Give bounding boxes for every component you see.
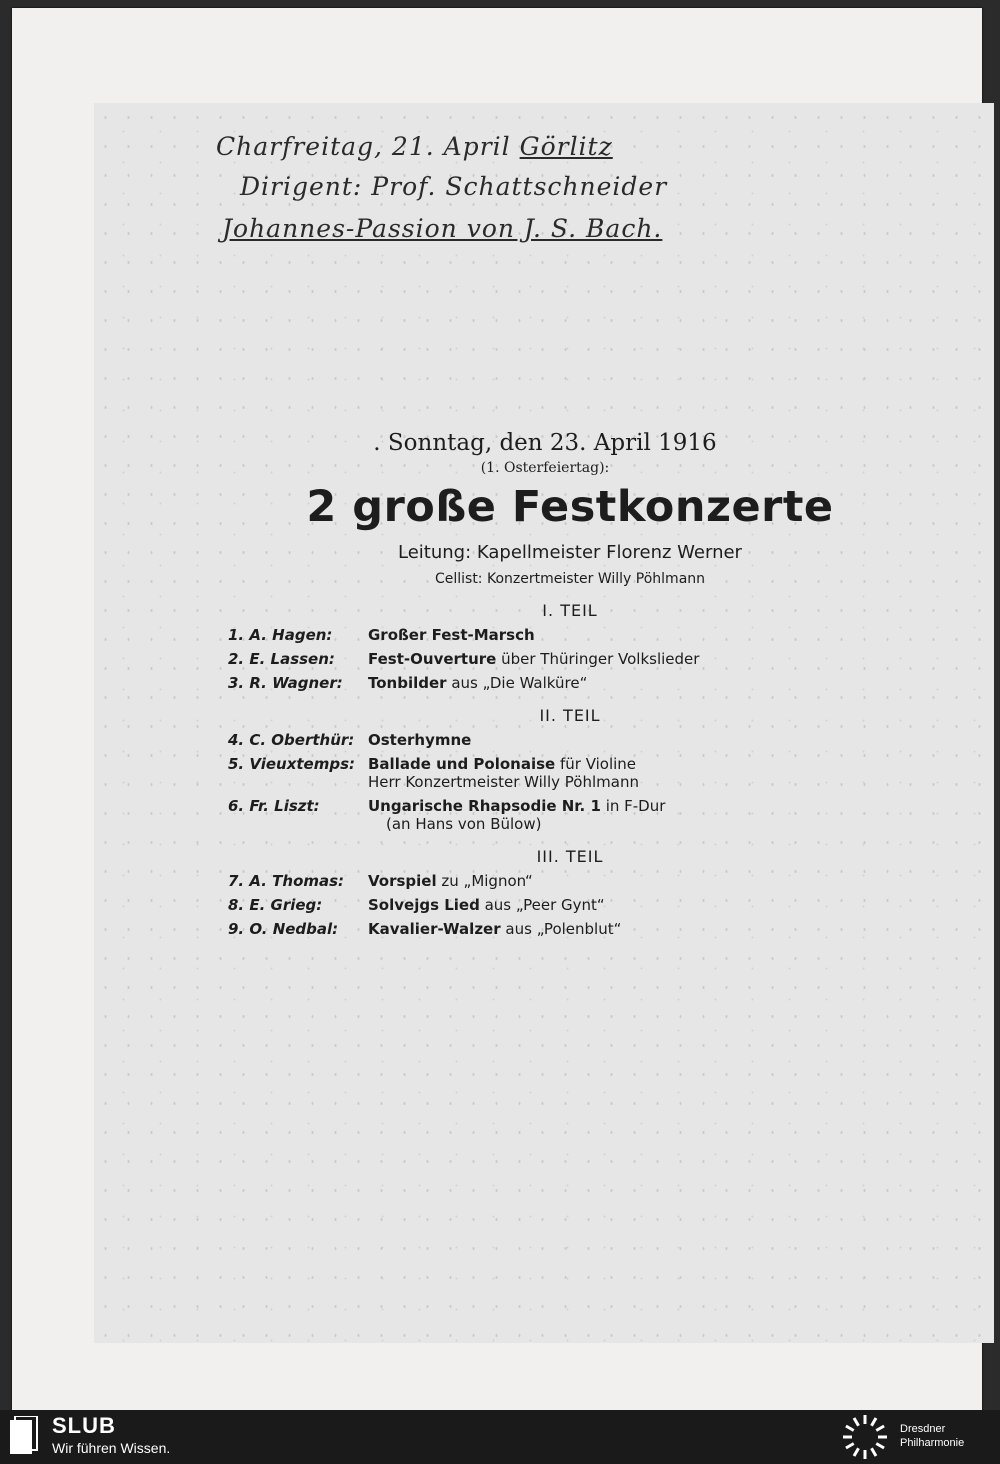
composer-name: 6. Fr. Liszt: [228, 797, 320, 815]
work-main: Großer Fest-Marsch [368, 626, 535, 644]
work-detail: zu „Mignon“ [436, 872, 533, 890]
work-title [368, 755, 940, 791]
program-holiday: (1. Osterfeiertag): [480, 460, 610, 476]
work-title [368, 896, 940, 914]
slub-slogan: Wir führen Wissen. [52, 1440, 171, 1456]
work-detail: aus „Die Walküre“ [446, 674, 588, 692]
part-title: II. TEIL [539, 706, 601, 725]
composer-name: 2. E. Lassen: [228, 650, 335, 668]
work-detail: über Thüringer Volkslieder [496, 650, 700, 668]
program-list [228, 626, 940, 692]
program-item [228, 731, 940, 749]
work-title [368, 674, 940, 692]
work-main: Fest-Ouverture [368, 650, 497, 668]
program-item [228, 674, 940, 692]
work-main: Tonbilder [368, 674, 447, 692]
program-date: . Sonntag, den 23. April 1916 [373, 430, 717, 456]
work-title [368, 797, 940, 833]
work-detail: aus „Peer Gynt“ [479, 896, 605, 914]
concert-program [90, 430, 940, 944]
program-item [228, 650, 940, 668]
handwritten-line-1 [216, 132, 613, 161]
composer-name: 3. R. Wagner: [228, 674, 343, 692]
composer-name: 4. C. Oberthür: [228, 731, 355, 749]
handwritten-place: Görlitz [519, 132, 613, 161]
work-note: (an Hans von Bülow) [386, 815, 542, 833]
program-item [228, 626, 940, 644]
work-detail: aus „Polenblut“ [500, 920, 622, 938]
slub-logo-icon [10, 1416, 40, 1458]
work-title [368, 650, 940, 668]
program-list [228, 872, 940, 938]
program-item [228, 920, 940, 938]
composer-name: 5. Vieuxtemps: [228, 755, 356, 773]
work-main: Solvejgs Lied [368, 896, 480, 914]
part-title: III. TEIL [536, 847, 604, 866]
program-item [228, 872, 940, 890]
program-item [228, 755, 940, 791]
work-main: Vorspiel [368, 872, 437, 890]
program-item [228, 896, 940, 914]
work-detail: in F-Dur [600, 797, 666, 815]
work-title [368, 920, 940, 938]
composer-name: 9. O. Nedbal: [228, 920, 339, 938]
program-list [228, 731, 940, 833]
program-cellist: Cellist: Konzertmeister Willy Pöhlmann [434, 571, 706, 587]
philharmonie-name [900, 1422, 1000, 1450]
work-main: Ballade und Polonaise [368, 755, 556, 773]
work-main: Kavalier-Walzer [368, 920, 501, 938]
part-title: I. TEIL [542, 601, 598, 620]
philharmonie-line-1: Dresdner [900, 1423, 946, 1435]
composer-name: 7. A. Thomas: [228, 872, 345, 890]
slub-name: SLUB [52, 1413, 116, 1438]
program-parts [90, 601, 940, 938]
program-item [228, 797, 940, 833]
footer-bar [0, 1410, 1000, 1464]
composer-name: 8. E. Grieg: [228, 896, 323, 914]
work-title [368, 731, 940, 749]
handwritten-line-3: Johannes-Passion von J. S. Bach. [222, 214, 663, 243]
handwritten-date: Charfreitag, 21. April [216, 132, 511, 161]
work-note: Herr Konzertmeister Willy Pöhlmann [368, 773, 639, 791]
work-detail: für Violine [555, 755, 637, 773]
program-conductor: Leitung: Kapellmeister Florenz Werner [398, 542, 742, 563]
work-main: Ungarische Rhapsodie Nr. 1 [368, 797, 601, 815]
work-title [368, 626, 940, 644]
work-main: Osterhymne [368, 731, 472, 749]
handwritten-line-2: Dirigent: Prof. Schattschneider [240, 172, 668, 201]
philharmonie-line-2: Philharmonie [900, 1437, 965, 1449]
program-headline: 2 große Festkonzerte [306, 482, 834, 532]
philharmonie-logo-icon [842, 1414, 888, 1460]
composer-name: 1. A. Hagen: [228, 626, 333, 644]
work-title [368, 872, 940, 890]
